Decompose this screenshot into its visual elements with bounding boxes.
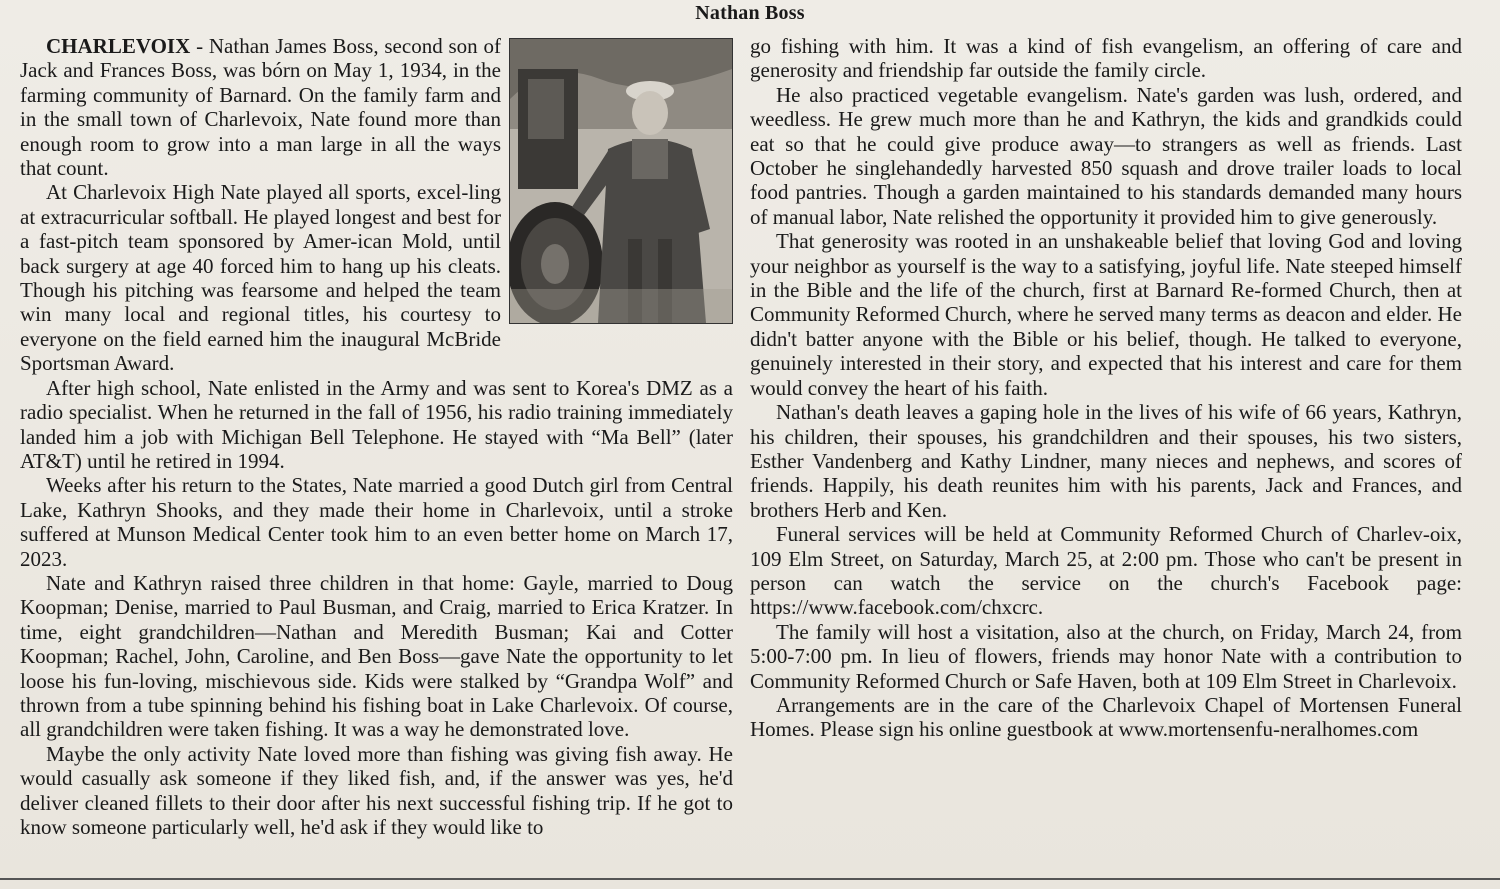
obituary-title: Nathan Boss <box>695 2 805 24</box>
paragraph-text: - Nathan James Boss, second son of Jack and Frances Boss, was bórn on May 1, 1934, in the farming community of Barnard. On the family farm and in the small town of Charlevoix, Nate found more than enough room to grow into a man large in all the ways that count. <box>20 34 501 181</box>
bottom-rule <box>0 878 1500 880</box>
portrait-photo <box>509 38 733 324</box>
paragraph: Nate and Kathryn raised three children in that home: Gayle, married to Doug Koopman; Denise, married to Paul Busman, and Craig, married to Erica Kratzer. In time, eight grandchildren—Nathan and Meredith Busman; Kai and Cotter Koopman; Rachel, John, Caroline, and Ben Boss—gave Nate the opportunity to let loose his fun-loving, mischievous side. Kids were stalked by “Grandpa Wolf” and thrown from a tube spinning behind his fishing boat in Lake Charlevoix. Of course, all grandchildren were taken fishing. It was a way he demonstrated love. <box>20 570 733 742</box>
paragraph: After high school, Nate enlisted in the Army and was sent to Korea's DMZ as a radio specialist. When he returned in the fall of 1956, his radio training immediately landed him a job with Michigan Bell Telephone. He stayed with “Ma Bell” (later AT&T) until he retired in 1994. <box>20 375 733 473</box>
paragraph: At Charlevoix High Nate played all sports, excel-ling at extracurricular softball. He played longest and best for a fast-pitch team sponsored by Amer-ican Mold, until back surgery at age 40 forced him to hang up his cleats. Though his pitching was fearsome and helped the team win many local and regional titles, his courtesy to everyone on the field earned him the inaugural McBride Sportsman Award. <box>20 180 501 376</box>
paragraph: Arrangements are in the care of the Charlevoix Chapel of Mortensen Funeral Homes. Please sign his online guestbook at www.mortensenfu-neralhomes.com <box>750 692 1462 742</box>
paragraph: He also practiced vegetable evangelism. Nate's garden was lush, ordered, and weedless. He grew much more than he and Kathryn, the kids and grandkids could eat so that he could give produce away—to strangers as well as friends. Last October he singlehandedly harvested 850 squash and drove trailer loads to local food pantries. Though a garden maintained to his standards demanded many hours of manual labor, Nate relished the opportunity it provided him to give generously. <box>750 82 1462 229</box>
left-column <box>20 34 733 839</box>
right-column <box>750 34 1462 742</box>
paragraph: Funeral services will be held at Community Reformed Church of Charlev-oix, 109 Elm Street, on Saturday, March 25, at 2:00 pm. Those who can't be present in person can watch the service on the church's Facebook page: https://www.facebook.com/chxcrc. <box>750 522 1462 620</box>
paragraph: The family will host a visitation, also at the church, on Friday, March 24, from 5:00-7:00 pm. In lieu of flowers, friends may honor Nate with a contribution to Community Reformed Church or Safe Haven, both at 109 Elm Street in Charlevoix. <box>750 619 1462 693</box>
dateline: CHARLEVOIX <box>46 34 191 58</box>
paragraph: Maybe the only activity Nate loved more than fishing was giving fish away. He would casually ask someone if they liked fish, and, if the answer was yes, he'd deliver cleaned fillets to their door after his next successful fishing trip. If he got to know someone particularly well, he'd ask if they would like to <box>20 741 733 839</box>
paragraph: Weeks after his return to the States, Nate married a good Dutch girl from Central Lake, Kathryn Shooks, and they made their home in Charlevoix, until a stroke suffered at Munson Medical Center took him to an even better home on March 17, 2023. <box>20 473 733 571</box>
paragraph: go fishing with him. It was a kind of fish evangelism, an offering of care and generosity and friendship far outside the family circle. <box>750 34 1462 83</box>
paragraph: That generosity was rooted in an unshakeable belief that loving God and loving your neighbor as yourself is the way to a satisfying, joyful life. Nate steeped himself in the Bible and the life of the church, first at Barnard Re-formed Church, then at Community Reformed Church, where he served many terms as deacon and elder. He didn't batter anyone with the Bible or his belief, though. He talked to everyone, genuinely interested in their story, and expected that his interest and care for them would convey the heart of his faith. <box>750 229 1462 400</box>
paragraph: Nathan's death leaves a gaping hole in the lives of his wife of 66 years, Kathryn, his children, their spouses, his grandchildren and their spouses, his two sisters, Esther Vandenberg and Kathy Lindner, many nieces and nephews, and scores of friends. Happily, his death reunites him with his parents, Jack and Frances, and brothers Herb and Ken. <box>750 400 1462 522</box>
